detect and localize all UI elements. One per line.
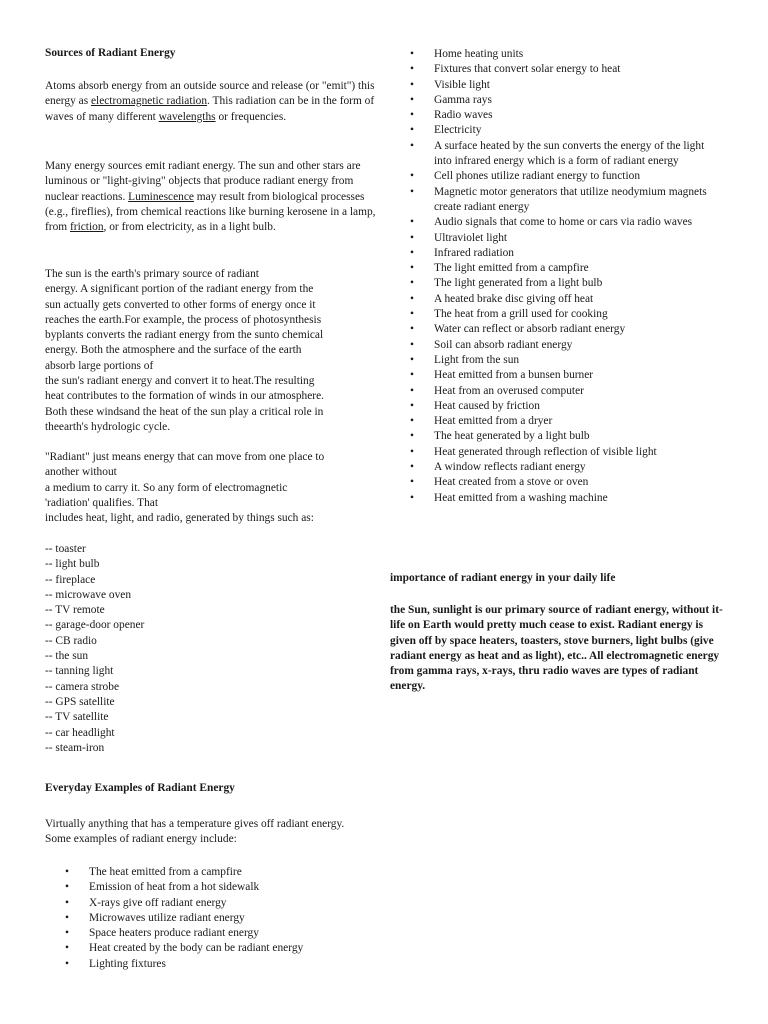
list-item: • A window reflects radiant energy [390, 460, 715, 475]
paragraph-line: 'radiation' qualifies. That [45, 496, 159, 509]
list-item: -- TV satellite [45, 711, 109, 724]
paragraph-line: Both these windsand the heat of the sun play a critical role in [45, 405, 324, 418]
list-item: -- car headlight [45, 726, 115, 739]
sources-paragraph-3 [45, 267, 385, 435]
list-item: • Heat from an overused computer [390, 384, 715, 399]
paragraph-line: reaches the earth.For example, the process of photosynthesis [45, 313, 322, 326]
p1-text-a: Atoms absorb energy from an outside source and release (or "emit") this energy as [45, 80, 375, 108]
list-item: • Heat emitted from a bunsen burner [390, 368, 715, 383]
list-item: • Cell phones utilize radiant energy to function [390, 169, 715, 184]
list-item: • A surface heated by the sun converts the energy of the light into infrared energy which is a form of radiant energy [390, 139, 715, 170]
paragraph-line: energy. A significant portion of the radiant energy from the [45, 283, 314, 296]
list-item: -- the sun [45, 650, 89, 663]
list-item: • Heat created from a stove or oven [390, 475, 715, 490]
radiant-sources-dash-list [45, 542, 345, 756]
everyday-examples-list [45, 865, 375, 972]
list-item: • Fixtures that convert solar energy to heat [390, 62, 715, 77]
paragraph-line: absorb large portions of [45, 359, 154, 372]
paragraph-line: theearth's hydrologic cycle. [45, 420, 171, 433]
list-item: • Emission of heat from a hot sidewalk [45, 880, 375, 895]
paragraph-line: "Radiant" just means energy that can move from one place to [45, 451, 325, 463]
paragraph-line: The sun is the earth's primary source of radiant [45, 268, 259, 280]
paragraph-line: includes heat, light, and radio, generated by things such as: [45, 512, 314, 525]
list-item: -- steam-iron [45, 741, 105, 754]
list-item: • Light from the sun [390, 353, 715, 368]
everyday-heading: Everyday Examples of Radiant Energy [45, 782, 235, 794]
list-item: -- toaster [45, 543, 86, 555]
list-item: • Heat emitted from a dryer [390, 414, 715, 429]
sources-paragraph-2 [45, 159, 377, 235]
paragraph-line: sun actually gets converted to other forms of energy once it [45, 298, 316, 311]
list-item: -- tanning light [45, 665, 114, 678]
list-item: • The heat generated by a light bulb [390, 429, 715, 444]
wavelengths-link[interactable]: wavelengths [158, 110, 216, 123]
importance-heading: importance of radiant energy in your daily life [390, 572, 616, 584]
list-item: • Heat emitted from a washing machine [390, 491, 715, 506]
list-item: • Visible light [390, 78, 715, 93]
list-item: • Electricity [390, 123, 715, 138]
p1-text-c: or frequencies. [215, 110, 287, 123]
list-item: -- garage-door opener [45, 619, 145, 632]
list-item: • Heat generated through reflection of visible light [390, 445, 715, 460]
luminescence-link[interactable]: Luminescence [128, 190, 194, 203]
list-item: -- light bulb [45, 558, 100, 571]
list-item: -- CB radio [45, 634, 97, 647]
list-item: • Audio signals that come to home or cars via radio waves [390, 215, 715, 230]
list-item: • Water can reflect or absorb radiant energy [390, 322, 715, 337]
list-item: • X-rays give off radiant energy [45, 896, 375, 911]
list-item: • Space heaters produce radiant energy [45, 926, 375, 941]
sources-paragraph-4 [45, 450, 385, 526]
friction-link[interactable]: friction [70, 221, 104, 234]
list-item: • A heated brake disc giving off heat [390, 292, 715, 307]
paragraph-line: heat contributes to the formation of winds in our atmosphere. [45, 390, 325, 403]
list-item: • Lighting fixtures [45, 957, 375, 972]
list-item: • Heat created by the body can be radiant energy [45, 941, 375, 956]
list-item: • The heat from a grill used for cooking [390, 307, 715, 322]
list-item: -- GPS satellite [45, 695, 115, 708]
list-item: • Magnetic motor generators that utilize neodymium magnets create radiant energy [390, 185, 715, 216]
paragraph-line: a medium to carry it. So any form of electromagnetic [45, 481, 288, 494]
p2-text-c: , or from electricity, as in a light bulb. [103, 221, 276, 234]
list-item: • Heat caused by friction [390, 399, 715, 414]
list-item: • Infrared radiation [390, 246, 715, 261]
importance-body: the Sun, sunlight is our primary source of radiant energy, without it- life on Earth would pretty much cease to exist. Radiant energy is given off by space heaters, toasters, stove burners, light bulbs (give radiant energy as heat and as light), etc.. All electromagnetic energy from gamma rays, x-rays, thru radio waves are types of radiant energy. [390, 604, 723, 693]
sources-paragraph-1 [45, 79, 375, 125]
p2-text-a: Many energy sources emit radiant energy. The sun and other stars are luminous or "light-giving" objects that produce radiant energy from nuclear reactions. [45, 160, 361, 203]
list-item: • Ultraviolet light [390, 231, 715, 246]
paragraph-line: energy. Both the atmosphere and the surface of the earth [45, 344, 302, 357]
sources-heading: Sources of Radiant Energy [45, 47, 176, 59]
p2-text-b: may result from biological processes (e.g., fireflies), from chemical reactions like burning kerosene in a lamp, from [45, 190, 376, 234]
list-item: -- camera strobe [45, 680, 119, 693]
paragraph-line: the sun's radiant energy and convert it to heat.The resulting [45, 375, 315, 388]
paragraph-line: byplants converts the radiant energy from the sunto chemical [45, 329, 324, 342]
list-item: • Microwaves utilize radiant energy [45, 911, 375, 926]
list-item: • Home heating units [390, 47, 715, 62]
radiant-examples-list [390, 47, 715, 506]
paragraph-line: another without [45, 466, 117, 479]
list-item: • The light emitted from a campfire [390, 261, 715, 276]
electromagnetic-radiation-link[interactable]: electromagnetic radiation [90, 95, 208, 108]
list-item: • The light generated from a light bulb [390, 276, 715, 291]
list-item: • Radio waves [390, 108, 715, 123]
list-item: • Soil can absorb radiant energy [390, 338, 715, 353]
list-item: • The heat emitted from a campfire [45, 865, 375, 880]
list-item: -- fireplace [45, 573, 96, 586]
list-item: -- microwave oven [45, 588, 132, 601]
p1-text-b: . This radiation can be in the form of waves of many different [45, 95, 375, 123]
everyday-intro: Virtually anything that has a temperature gives off radiant energy. Some examples of radiant energy include: [45, 818, 345, 846]
list-item: -- TV remote [45, 604, 105, 617]
list-item: • Gamma rays [390, 93, 715, 108]
